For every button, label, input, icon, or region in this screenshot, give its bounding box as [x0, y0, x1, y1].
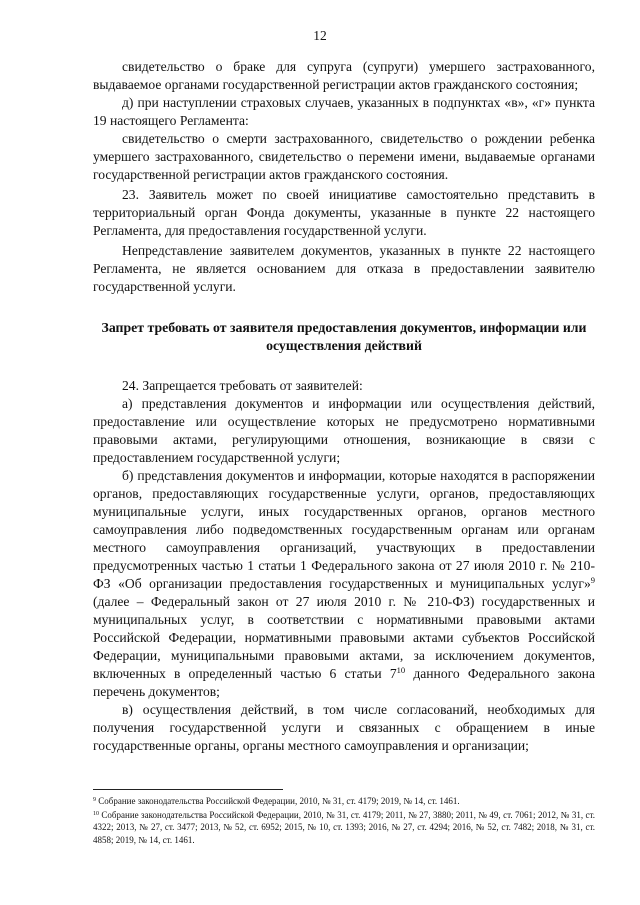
paragraph: а) представления документов и информации или осуществления действий, предоставление или осуществление которых не предусмотрено нормативными правовыми актами, регулирующими отношения, возникающие в связи с предоставлением государственной услуги; — [93, 396, 595, 465]
paragraph: 24. Запрещается требовать от заявителей: — [122, 378, 363, 393]
footnote-mark: 9 — [93, 797, 96, 803]
page-number: 12 — [313, 28, 327, 43]
paragraph: 23. Заявитель может по своей инициативе самостоятельно представить в территориальный орган Фонда документы, указанные в пункте 22 настоящего Регламента, для предоставления государственной услуги. — [93, 187, 595, 238]
footnote-ref-10: 10 — [396, 665, 406, 675]
paragraph-b-text-2: (далее – Федеральный закон от 27 июля 2010 г. № 210-ФЗ) государственных и муниципальных услуг, в соответствии с нормативными правовыми актами Российской Федерации, нормативными правовыми актами субъектов Российской Федерации, муниципальными правовыми актами, за исключением документов, включенных в определенный частью 6 статьи 7 — [93, 594, 595, 681]
paragraph-c: в) осуществления действий, в том числе согласований, необходимых для получения государственной услуги и связанных с обращением в иные государственные органы, органы местного самоуправления и организации; — [93, 702, 595, 753]
footnote — [93, 795, 595, 808]
paragraph-b — [93, 467, 595, 701]
paragraph: свидетельство о смерти застрахованного, свидетельство о рождении ребенка умершего застрахованного, свидетельство о перемени имени, выдаваемые органами государственной регистрации актов гражданского состояния. — [93, 131, 595, 182]
paragraph: свидетельство о браке для супруга (супруги) умершего застрахованного, выдаваемое органами государственной регистрации актов гражданского состояния; — [93, 59, 595, 92]
footnote-text: Собрание законодательства Российской Федерации, 2010, № 31, ст. 4179; 2011, № 27, 3880; 2011, № 49, ст. 7061; 2012, № 31, ст. 4322; 2013, № 27, ст. 3477; 2013, № 52, ст. 6952; 2015, № 10, ст. 1393; 2016, № 27, ст. 4294; 2016, № 52, ст. 7482; 2018, № 31, ст. 4858; 2019, № 14, ст. 1461. — [93, 809, 595, 845]
paragraph-b-text-3: данного Федерального закона перечень документов; — [93, 666, 595, 699]
footnote-ref-9: 9 — [590, 575, 595, 585]
footnote-divider — [93, 789, 283, 790]
document-body — [93, 58, 595, 755]
paragraph: д) при наступлении страховых случаев, указанных в подпунктах «в», «г» пункта 19 настоящего Регламента: — [93, 95, 595, 128]
paragraph: Непредставление заявителем документов, указанных в пункте 22 настоящего Регламента, не является основанием для отказа в предоставлении заявителю государственной услуги. — [93, 243, 595, 294]
footnote-mark: 10 — [93, 810, 99, 817]
footnote — [93, 809, 595, 847]
paragraph-b-text-1: б) представления документов и информации, которые находятся в распоряжении органов, предоставляющих государственные услуги, органов, предоставляющих муниципальные услуги, иных государственных органов, органов местного самоуправления либо подведомственных государственным органам или органам местного самоуправления организаций, участвующих в предоставлении предусмотренных частью 1 статьи 1 Федерального закона от 27 июля 2010 г. № 210-ФЗ «Об организации предоставления государственных и муниципальных услуг» — [93, 468, 595, 591]
footnotes — [93, 795, 595, 847]
footnote-text: Собрание законодательства Российской Федерации, 2010, № 31, ст. 4179; 2019, № 14, ст. 1461. — [96, 796, 460, 806]
section-heading: Запрет требовать от заявителя предоставления документов, информации или осуществления действий — [101, 320, 587, 353]
